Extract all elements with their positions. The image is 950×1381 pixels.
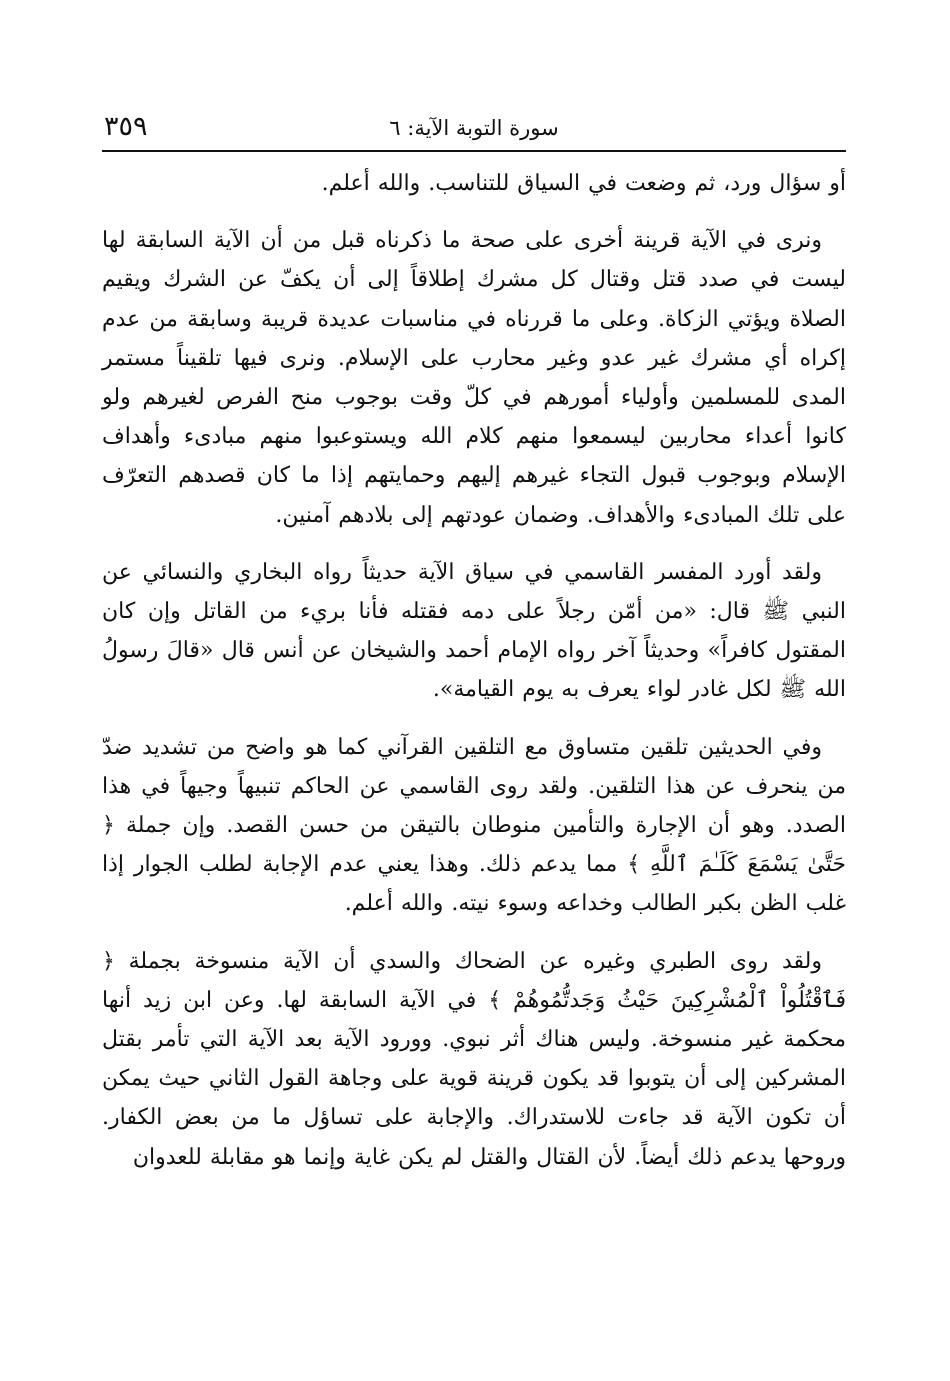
page-number: ٣٥٩ <box>104 111 148 142</box>
paragraph: ولقد روى الطبري وغيره عن الضحاك والسدي أن الآية منسوخة بجملة ﴿ فَٱقْتُلُواْ ٱلْمُشْرِكِينَ حَيْثُ وَجَدتُّمُوهُمْ ﴾ في الآية السابقة لها. وعن ابن زيد أنها محكمة غير منسوخة. وليس هناك أثر نبوي. وورود الآية بعد الآية التي تأمر بقتل المشركين إلى أن يتوبوا قد يكون قرينة قوية على وجاهة القول الثاني حيث يمكن أن تكون الآية قد جاءت للاستدراك. والإجابة على تساؤل ما من بعض الكفار. وروحها يدعم ذلك أيضاً. لأن القتال والقتل لم يكن غاية وإنما هو مقابلة للعدوان <box>102 948 846 1170</box>
paragraph: ولقد أورد المفسر القاسمي في سياق الآية حديثاً رواه البخاري والنسائي عن النبي ﷺ قال: «من أمّن رجلاً على دمه فقتله فأنا بريء من القاتل وإن كان المقتول كافراً» وحديثاً آخر رواه الإمام أحمد والشيخان عن أنس قال «قالَ رسولُ الله ﷺ لكل غادر لواء يعرف به يوم القيامة». <box>102 559 846 703</box>
page-header <box>102 108 846 150</box>
running-title: سورة التوبة الآية: ٦ <box>389 116 559 140</box>
paragraph: وفي الحديثين تلقين متساوق مع التلقين القرآني كما هو واضح من تشديد ضدّ من ينحرف عن هذا التلقين. ولقد روى القاسمي عن الحاكم تنبيهاً وجيهاً في هذا الصدد. وهو أن الإجارة والتأمين منوطان بالتيقن من حسن القصد. وإن جملة ﴿ حَتَّىٰ يَسْمَعَ كَلَـٰمَ ٱللَّهِ ﴾ مما يدعم ذلك. وهذا يعني عدم الإجابة لطلب الجوار إذا غلب الظن بكبر الطالب وخداعه وسوء نيته. والله أعلم. <box>102 734 846 917</box>
paragraph: ونرى في الآية قرينة أخرى على صحة ما ذكرناه قبل من أن الآية السابقة لها ليست في صدد قتل وقتال كل مشرك إطلاقاً إلى أن يكفّ عن الشرك ويقيم الصلاة ويؤتي الزكاة. وعلى ما قررناه في مناسبات عديدة قريبة وسابقة من عدم إكراه أي مشرك غير عدو وغير محارب على الإسلام. ونرى فيها تلقيناً مستمر المدى للمسلمين وأولياء أمورهم في كلّ وقت بوجوب منح الفرص لغيرهم ولو كانوا أعداء محاربين ليسمعوا منهم كلام الله ويستوعبوا منهم مبادىء وأهداف الإسلام وبوجوب قبول التجاء غيرهم إليهم وحمايتهم إذا ما كان قصدهم التعرّف على تلك المبادىء والأهداف. وضمان عودتهم إلى بلادهم آمنين. <box>102 228 846 528</box>
body-text <box>102 164 846 1195</box>
header-rule <box>102 150 846 152</box>
paragraph: أو سؤال ورد، ثم وضعت في السياق للتناسب. والله أعلم. <box>321 171 846 196</box>
